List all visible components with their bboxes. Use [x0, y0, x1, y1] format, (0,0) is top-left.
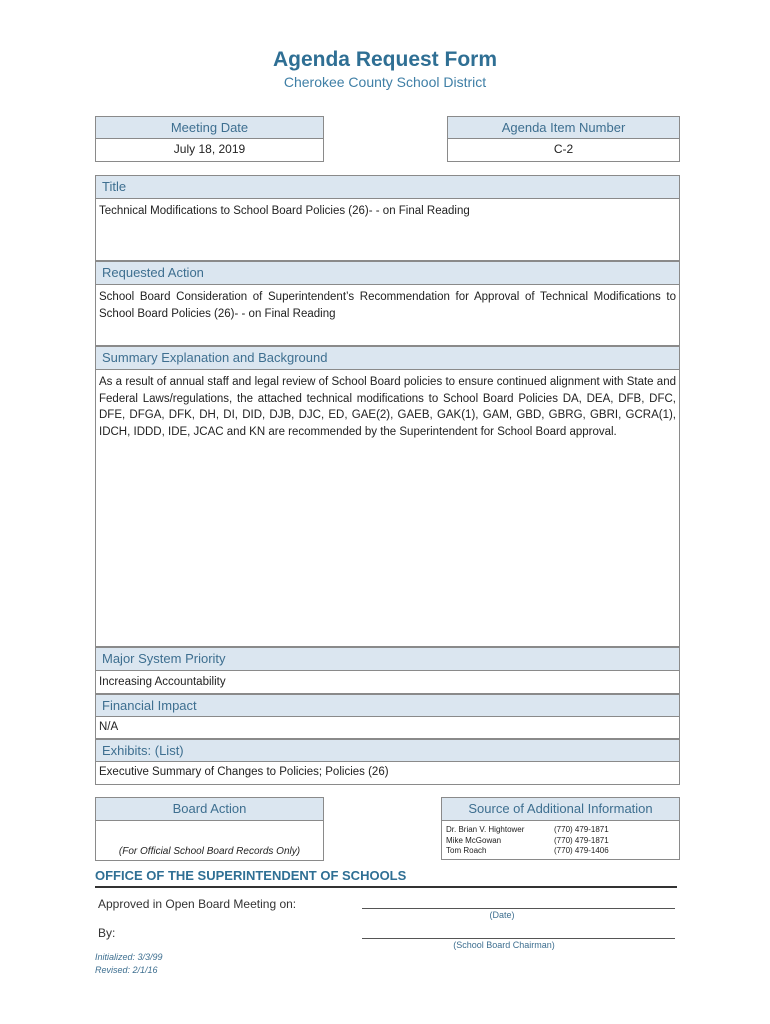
contact-phone: (770) 479-1871	[554, 835, 609, 845]
contact-name: Mike McGowan	[446, 835, 502, 845]
title-section-header: Title	[95, 175, 680, 199]
exhibits-content: Executive Summary of Changes to Policies; Policies (26)	[95, 762, 680, 785]
contact-phone: (770) 479-1406	[554, 846, 609, 855]
title-section-content: Technical Modifications to School Board Policies (26)- - on Final Reading	[95, 199, 680, 261]
summary-content: As a result of annual staff and legal review of School Board policies to ensure continued alignment with State and Federal Laws/regulations, the attached technical modifications to School Board Policies DA, DEA, DFB, DFC, DFE, DFGA, DFK, DH, DI, DID, DJB, DJC, ED, GAE(2), GAEB, GAK(1), GAM, GBD, GBRG, GBRI, GCRA(1), IDCH, IDDD, IDE, JCAC and KN are recommended by the Superintendent for School Board approval.	[95, 370, 680, 647]
board-action-box	[95, 821, 324, 861]
meeting-date-label: Meeting Date	[95, 116, 324, 139]
requested-action-content: School Board Consideration of Superintendent’s Recommendation for Approval of Technical Modifications to School Board Policies (26)- - on Final Reading	[95, 285, 680, 346]
page-title: Agenda Request Form	[272, 48, 498, 71]
contact-list	[446, 825, 679, 857]
by-label: By:	[98, 926, 116, 940]
contact-name: Dr. Brian V. Hightower	[446, 825, 525, 834]
revised-note: Revised: 2/1/16	[95, 965, 158, 975]
office-divider	[95, 886, 677, 888]
chairman-caption: (School Board Chairman)	[453, 940, 555, 950]
priority-content: Increasing Accountability	[95, 671, 680, 694]
priority-header: Major System Priority	[95, 647, 680, 671]
chairman-signature-line[interactable]	[362, 938, 675, 939]
financial-content: N/A	[95, 717, 680, 739]
source-box	[441, 821, 680, 860]
approved-label: Approved in Open Board Meeting on:	[98, 897, 297, 911]
agenda-item-value: C-2	[447, 139, 680, 162]
meeting-date-value: July 18, 2019	[95, 139, 324, 162]
exhibits-header: Exhibits: (List)	[95, 739, 680, 762]
contact-row	[446, 836, 679, 847]
agenda-item-label: Agenda Item Number	[447, 116, 680, 139]
date-signature-line[interactable]	[362, 908, 675, 909]
initialized-note: Initialized: 3/3/99	[95, 952, 163, 962]
contact-phone: (770) 479-1871	[554, 825, 609, 834]
summary-header: Summary Explanation and Background	[95, 346, 680, 370]
financial-header: Financial Impact	[95, 694, 680, 717]
requested-action-header: Requested Action	[95, 261, 680, 285]
contact-name: Tom Roach	[446, 846, 487, 855]
contact-row	[446, 825, 679, 836]
office-heading: OFFICE OF THE SUPERINTENDENT OF SCHOOLS	[95, 868, 407, 883]
page-subtitle: Cherokee County School District	[283, 74, 487, 90]
source-header: Source of Additional Information	[441, 797, 680, 821]
date-caption: (Date)	[489, 910, 515, 920]
board-action-note: (For Official School Board Records Only)	[118, 846, 301, 857]
board-action-header: Board Action	[95, 797, 324, 821]
contact-row	[446, 846, 679, 857]
